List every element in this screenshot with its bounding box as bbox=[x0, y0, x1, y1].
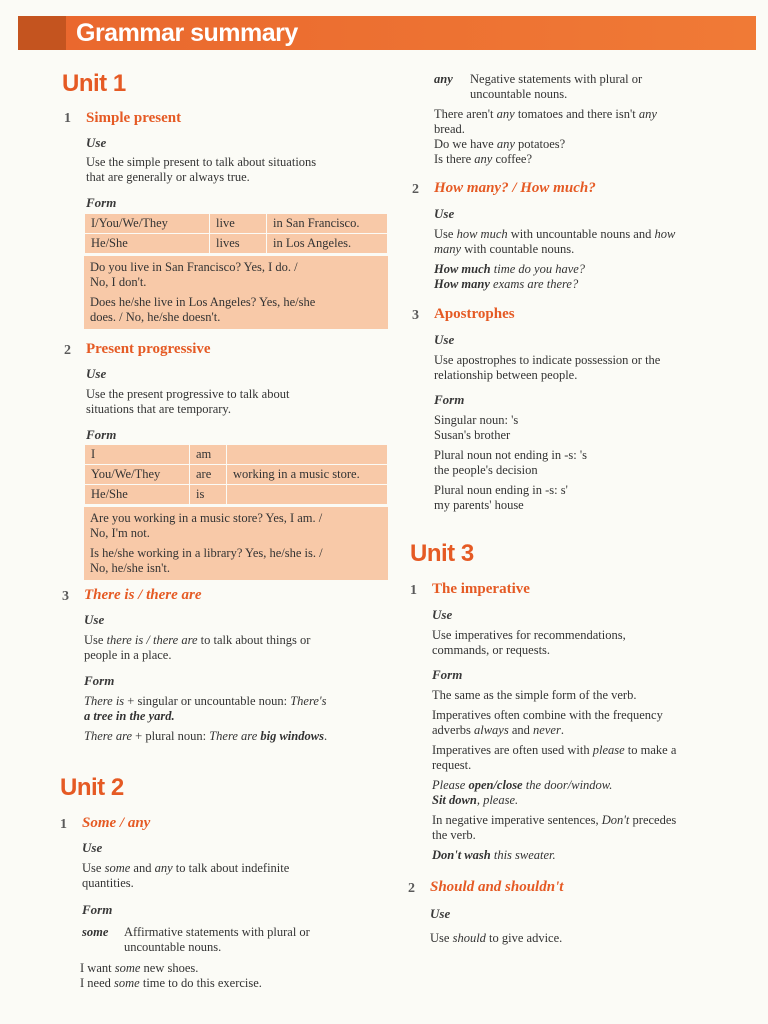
text-run: to make a bbox=[624, 743, 677, 757]
text-run: please bbox=[592, 743, 625, 757]
example-line bbox=[434, 262, 585, 277]
question-line: No, he/she isn't. bbox=[90, 561, 171, 575]
use-label: Use bbox=[432, 607, 453, 622]
text-run: and bbox=[508, 723, 534, 737]
text-run: with uncountable nouns and bbox=[507, 227, 655, 241]
use-text bbox=[86, 387, 289, 417]
term-any: any bbox=[434, 72, 453, 86]
section-number: 3 bbox=[62, 589, 69, 604]
use-text bbox=[430, 931, 562, 946]
form-line bbox=[432, 813, 742, 828]
use-text bbox=[84, 633, 310, 663]
use-text-line bbox=[434, 227, 675, 242]
text-run: any bbox=[496, 137, 515, 151]
table-row bbox=[85, 465, 388, 485]
text-run: big windows bbox=[257, 729, 324, 743]
text-run: coffee? bbox=[492, 152, 532, 166]
unit-3-title: Unit 3 bbox=[410, 540, 474, 567]
use-text-line bbox=[434, 242, 675, 257]
form-line bbox=[84, 729, 327, 744]
text-run: any bbox=[474, 152, 493, 166]
section-title-simple-present: Simple present bbox=[86, 110, 182, 126]
text-run: I need bbox=[80, 976, 115, 990]
use-text-line: commands, or requests. bbox=[432, 643, 551, 657]
use-text bbox=[434, 353, 660, 383]
term-some-description bbox=[124, 925, 310, 955]
form-line bbox=[432, 743, 742, 758]
text-run: some bbox=[114, 976, 140, 990]
text-run: There's bbox=[290, 694, 327, 708]
use-text-line: situations that are temporary. bbox=[86, 402, 231, 416]
text-run: , please. bbox=[476, 793, 519, 807]
form-label: Form bbox=[82, 902, 113, 917]
section-number: 2 bbox=[408, 881, 415, 896]
text-run: to give advice. bbox=[485, 931, 563, 945]
table-cell: I/You/We/They bbox=[85, 214, 210, 234]
form-line: Imperatives often combine with the frequency bbox=[432, 708, 663, 722]
use-label: Use bbox=[434, 332, 455, 347]
text-run: some bbox=[114, 961, 141, 975]
text-run: How much bbox=[434, 262, 491, 276]
text-run: There aren't bbox=[434, 107, 497, 121]
table-cell bbox=[227, 485, 388, 505]
text-run: . bbox=[560, 723, 564, 737]
table-row bbox=[85, 234, 388, 254]
text-run: and bbox=[130, 861, 155, 875]
examples bbox=[434, 107, 744, 167]
text-run: never bbox=[533, 723, 561, 737]
description-line: uncountable nouns. bbox=[470, 87, 568, 101]
form-table-simple-present bbox=[84, 213, 388, 329]
table-row bbox=[85, 214, 388, 234]
table-cell bbox=[227, 445, 388, 465]
text-run: always bbox=[474, 723, 509, 737]
form-text bbox=[432, 688, 742, 863]
section-title-some-any: Some / any bbox=[82, 815, 151, 831]
section-number: 1 bbox=[410, 583, 417, 598]
form-line: a tree in the yard. bbox=[84, 709, 175, 723]
text-run: the door/window. bbox=[522, 778, 613, 792]
section-number: 2 bbox=[64, 343, 71, 358]
section-title-should: Should and shouldn't bbox=[430, 879, 564, 895]
example-line bbox=[434, 277, 585, 292]
use-text-line: quantities. bbox=[82, 876, 134, 890]
section-number: 2 bbox=[412, 182, 419, 197]
unit-1-title: Unit 1 bbox=[62, 70, 126, 97]
section-number: 1 bbox=[64, 111, 71, 126]
table-cell: He/She bbox=[85, 234, 210, 254]
text-run: with countable nouns. bbox=[461, 242, 575, 256]
use-text-line bbox=[82, 861, 289, 876]
table-cell: I bbox=[85, 445, 190, 465]
form-questions bbox=[84, 256, 388, 329]
text-run: Use bbox=[82, 861, 105, 875]
text-run: to talk about indefinite bbox=[172, 861, 290, 875]
form-label: Form bbox=[84, 673, 115, 688]
table-cell: in San Francisco. bbox=[267, 214, 388, 234]
use-text-line: Use imperatives for recommendations, bbox=[432, 628, 626, 642]
use-text bbox=[434, 227, 675, 257]
form-line bbox=[84, 694, 327, 709]
text-run: Please bbox=[432, 778, 469, 792]
form-questions bbox=[84, 507, 388, 580]
form-text bbox=[434, 413, 587, 513]
use-label: Use bbox=[434, 206, 455, 221]
use-label: Use bbox=[84, 612, 105, 627]
text-run: should bbox=[452, 931, 486, 945]
text-run: + plural noun: bbox=[132, 729, 210, 743]
text-run: time to do this exercise. bbox=[139, 976, 262, 990]
use-label: Use bbox=[86, 135, 107, 150]
term-any-description bbox=[470, 72, 642, 102]
form-line: Plural noun not ending in -s: 's bbox=[434, 448, 587, 462]
form-line: The same as the simple form of the verb. bbox=[432, 688, 637, 702]
text-run: to talk about things or bbox=[197, 633, 311, 647]
description-line: uncountable nouns. bbox=[124, 940, 222, 954]
text-run: Sit down bbox=[432, 793, 477, 807]
text-run: any bbox=[154, 861, 173, 875]
text-run: Use bbox=[434, 227, 457, 241]
form-line: my parents' house bbox=[434, 498, 524, 512]
use-text-line: Use the simple present to talk about situations bbox=[86, 155, 317, 169]
text-run: Use bbox=[430, 931, 453, 945]
example-line bbox=[432, 793, 742, 808]
example-line: bread. bbox=[434, 122, 465, 136]
examples bbox=[434, 262, 585, 292]
use-label: Use bbox=[82, 840, 103, 855]
question-line: Do you live in San Francisco? Yes, I do. / bbox=[90, 260, 298, 274]
use-text-line bbox=[430, 931, 562, 946]
table-cell: is bbox=[190, 485, 227, 505]
example-line bbox=[80, 961, 262, 976]
text-run: there is / there are bbox=[106, 633, 198, 647]
form-text bbox=[84, 694, 327, 744]
text-run: exams are there? bbox=[489, 277, 579, 291]
form-table-present-progressive bbox=[84, 444, 388, 580]
form-label: Form bbox=[432, 667, 463, 682]
text-run: Don't wash bbox=[432, 848, 491, 862]
use-text-line: relationship between people. bbox=[434, 368, 578, 382]
use-text-line: Use apostrophes to indicate possession or the bbox=[434, 353, 661, 367]
use-text-line: that are generally or always true. bbox=[86, 170, 250, 184]
example-line bbox=[432, 778, 742, 793]
text-run: I want bbox=[80, 961, 115, 975]
table-cell: lives bbox=[210, 234, 267, 254]
question-line: No, I'm not. bbox=[90, 526, 150, 540]
example-line bbox=[434, 107, 744, 122]
example-line bbox=[434, 152, 744, 167]
example-line bbox=[432, 848, 742, 863]
section-title-how-many: How many? / How much? bbox=[434, 180, 596, 196]
text-run: time do you have? bbox=[490, 262, 586, 276]
form-label: Form bbox=[86, 427, 117, 442]
use-text bbox=[432, 628, 626, 658]
table-cell: You/We/They bbox=[85, 465, 190, 485]
example-line bbox=[80, 976, 262, 991]
use-label: Use bbox=[430, 906, 451, 921]
text-run: open/close bbox=[468, 778, 523, 792]
form-label: Form bbox=[86, 195, 117, 210]
section-number: 1 bbox=[60, 817, 67, 832]
text-run: In negative imperative sentences, bbox=[432, 813, 602, 827]
text-run: this sweater. bbox=[490, 848, 556, 862]
text-run: how bbox=[654, 227, 676, 241]
text-run: There is bbox=[84, 694, 125, 708]
header-tab bbox=[18, 16, 66, 50]
section-title-imperative: The imperative bbox=[432, 581, 530, 597]
text-run: There are bbox=[209, 729, 258, 743]
use-text bbox=[86, 155, 316, 185]
text-run: Is there bbox=[434, 152, 475, 166]
text-run: adverbs bbox=[432, 723, 474, 737]
text-run: How many bbox=[434, 277, 490, 291]
table-cell: working in a music store. bbox=[227, 465, 388, 485]
unit-2-title: Unit 2 bbox=[60, 774, 124, 801]
question-line: No, I don't. bbox=[90, 275, 147, 289]
page-title: Grammar summary bbox=[76, 19, 298, 47]
text-run: any bbox=[496, 107, 515, 121]
table-cell: He/She bbox=[85, 485, 190, 505]
question-line: Is he/she working in a library? Yes, he/she is. / bbox=[90, 546, 323, 560]
use-text bbox=[82, 861, 289, 891]
description-line: Affirmative statements with plural or bbox=[124, 925, 310, 939]
table-cell: are bbox=[190, 465, 227, 485]
text-run: Use bbox=[84, 633, 107, 647]
form-line: Singular noun: 's bbox=[434, 413, 519, 427]
text-run: some bbox=[104, 861, 131, 875]
form-label: Form bbox=[434, 392, 465, 407]
question-line: Are you working in a music store? Yes, I am. / bbox=[90, 511, 323, 525]
use-text-line: Use the present progressive to talk about bbox=[86, 387, 290, 401]
form-line: request. bbox=[432, 758, 472, 772]
form-line bbox=[432, 723, 742, 738]
text-run: + singular or uncountable noun: bbox=[124, 694, 291, 708]
form-line: Plural noun ending in -s: s' bbox=[434, 483, 568, 497]
text-run: how much bbox=[456, 227, 508, 241]
text-run: precedes bbox=[629, 813, 677, 827]
section-title-present-progressive: Present progressive bbox=[86, 341, 211, 357]
table-row bbox=[85, 445, 388, 465]
table-cell: in Los Angeles. bbox=[267, 234, 388, 254]
text-run: . bbox=[323, 729, 328, 743]
use-text-line: people in a place. bbox=[84, 648, 172, 662]
text-run: Do we have bbox=[434, 137, 497, 151]
text-run: There are bbox=[84, 729, 133, 743]
section-title-there-is: There is / there are bbox=[84, 587, 202, 603]
question-line: does. / No, he/she doesn't. bbox=[90, 310, 221, 324]
question-line: Does he/she live in Los Angeles? Yes, he/she bbox=[90, 295, 316, 309]
table-cell: live bbox=[210, 214, 267, 234]
text-run: tomatoes and there isn't bbox=[514, 107, 639, 121]
text-run: many bbox=[434, 242, 462, 256]
use-text-line bbox=[84, 633, 310, 648]
section-number: 3 bbox=[412, 308, 419, 323]
form-line: the verb. bbox=[432, 828, 476, 842]
text-run: Imperatives are often used with bbox=[432, 743, 593, 757]
section-title-apostrophes: Apostrophes bbox=[434, 306, 515, 322]
text-run: any bbox=[638, 107, 657, 121]
text-run: Don't bbox=[601, 813, 630, 827]
form-line: Susan's brother bbox=[434, 428, 511, 442]
term-some: some bbox=[82, 925, 109, 939]
table-cell: am bbox=[190, 445, 227, 465]
text-run: potatoes? bbox=[514, 137, 566, 151]
form-line: the people's decision bbox=[434, 463, 538, 477]
examples bbox=[80, 961, 262, 991]
text-run: new shoes. bbox=[140, 961, 199, 975]
use-label: Use bbox=[86, 366, 107, 381]
example-line bbox=[434, 137, 744, 152]
table-row bbox=[85, 485, 388, 505]
description-line: Negative statements with plural or bbox=[470, 72, 643, 86]
